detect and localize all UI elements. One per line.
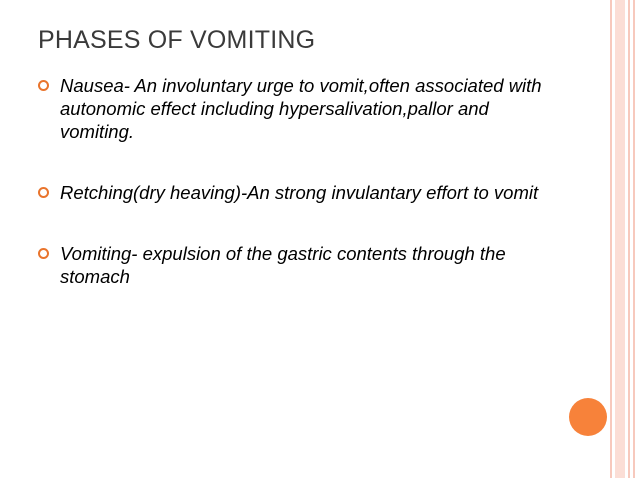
decorative-stripe bbox=[633, 0, 635, 478]
ring-bullet-icon bbox=[38, 187, 49, 198]
bullet-text: Vomiting- expulsion of the gastric contents through the stomach bbox=[60, 243, 506, 287]
bullet-list bbox=[38, 74, 558, 288]
ring-bullet-icon bbox=[38, 80, 49, 91]
bullet-item bbox=[38, 181, 558, 204]
decorative-stripe bbox=[610, 0, 612, 478]
decorative-circle bbox=[569, 398, 607, 436]
bullet-item bbox=[38, 242, 558, 288]
bullet-text: Nausea- An involuntary urge to vomit,often associated with autonomic effect including hypersalivation,pallor and vomiting. bbox=[60, 75, 542, 142]
ring-bullet-icon bbox=[38, 248, 49, 259]
decorative-stripe bbox=[615, 0, 625, 478]
bullet-item bbox=[38, 74, 558, 143]
slide-title: PHASES OF VOMITING bbox=[38, 26, 316, 54]
bullet-text: Retching(dry heaving)-An strong invulantary effort to vomit bbox=[60, 182, 539, 203]
decorative-stripe bbox=[628, 0, 630, 478]
